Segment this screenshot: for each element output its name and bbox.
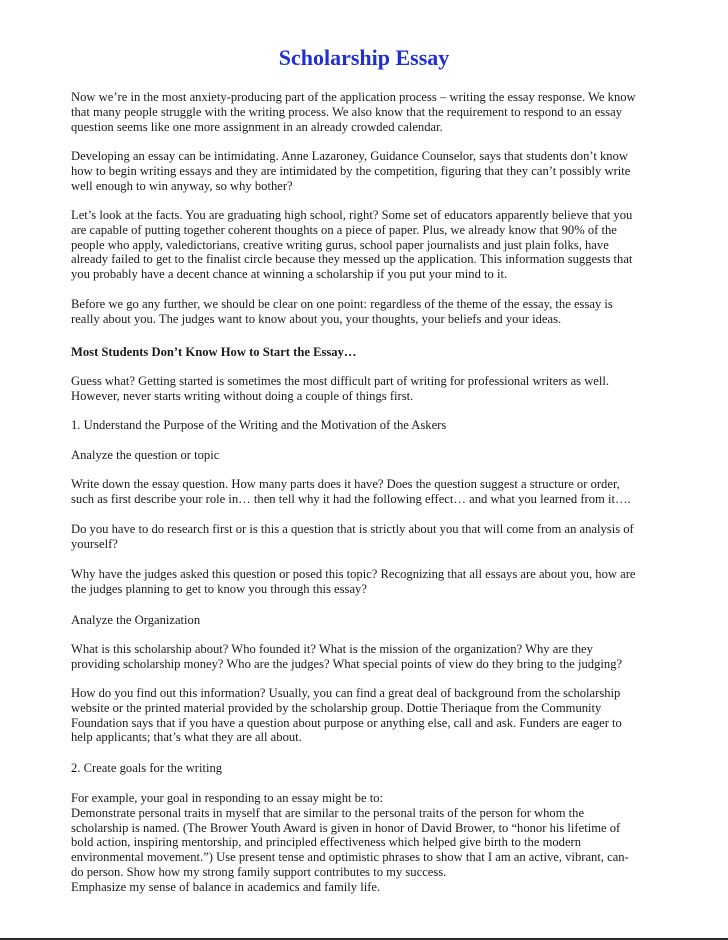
- text-line: you probably have a decent chance at winning a scholarship if you put your mind to it.: [71, 267, 508, 282]
- text-line: really about you. The judges want to know about you, your thoughts, your beliefs and your ideas.: [71, 311, 562, 326]
- subheading-analyze-organization: [71, 613, 671, 628]
- text-line: scholarship is named. (The Brower Youth Award is given in honor of David Brower, to “honor his lifetime of: [71, 820, 621, 835]
- subheading-analyze-question: [71, 448, 671, 463]
- paragraph-facts: [71, 208, 671, 282]
- text-line: Developing an essay can be intimidating. Anne Lazaroney, Guidance Counselor, says that students don’t know: [71, 149, 628, 163]
- paragraph-about-you: [71, 297, 671, 327]
- text-line: website or the printed material provided by the scholarship group. Dottie Theriaque from the Community: [71, 700, 602, 715]
- paragraph-judges-asked: [71, 567, 671, 597]
- text-line: Write down the essay question. How many parts does it have? Does the question suggest a structure or order,: [71, 477, 620, 491]
- text-line: Foundation says that if you have a question about purpose or anything else, call and ask. Funders are eager to: [71, 715, 622, 730]
- text-line: Let’s look at the facts. You are graduating high school, right? Some set of educators apparently believe that you: [71, 208, 633, 222]
- text-line: help applicants; that’s what they are all about.: [71, 730, 302, 745]
- text-line: 2. Create goals for the writing: [71, 761, 223, 775]
- section-heading: [71, 345, 671, 360]
- step-2-heading: [71, 761, 671, 776]
- paragraph-scholarship-about: [71, 642, 671, 672]
- text-line: However, never starts writing without doing a couple of things first.: [71, 388, 414, 403]
- paragraph-research: [71, 522, 671, 552]
- text-line: Why have the judges asked this question or posed this topic? Recognizing that all essays are about you, how are: [71, 567, 636, 581]
- paragraph-example-goals: [71, 791, 671, 895]
- text-line: how to begin writing essays and they are intimidated by the competition, figuring that they can’t possibly write: [71, 163, 631, 178]
- text-line: Now we’re in the most anxiety-producing part of the application process – writing the essay response. We know: [71, 90, 636, 104]
- page-title: Scholarship Essay: [278, 45, 450, 70]
- text-line: bold action, inspiring mentorship, and principled effectiveness which helped give birth to the modern: [71, 835, 582, 850]
- text-line: question seems like one more assignment in an already crowded calendar.: [71, 119, 443, 134]
- text-line: already failed to get to the finalist circle because they messed up the application. This information suggests that: [71, 252, 633, 267]
- text-line: Analyze the Organization: [71, 613, 201, 627]
- text-line: Guess what? Getting started is sometimes the most difficult part of writing for professional writers as well.: [71, 374, 610, 388]
- paragraph-getting-started: [71, 374, 671, 404]
- paragraph-essay-question: [71, 477, 671, 507]
- text-line: do person. Show how my strong family support contributes to my success.: [71, 864, 447, 879]
- paragraph-intimidating: [71, 149, 671, 193]
- text-line: the judges planning to get to know you through this essay?: [71, 581, 367, 596]
- text-line: people who apply, valedictorians, creative writing gurus, school paper journalists and just plain folks, have: [71, 237, 609, 252]
- text-line: environmental movement.”) Use present tense and optimistic phrases to show that I am an active, vibrant, can-: [71, 850, 629, 865]
- text-line: yourself?: [71, 536, 118, 551]
- text-line: Analyze the question or topic: [71, 448, 220, 462]
- text-line: Emphasize my sense of balance in academics and family life.: [71, 879, 381, 894]
- text-line: 1. Understand the Purpose of the Writing and the Motivation of the Askers: [71, 418, 447, 432]
- text-line: are capable of putting together coherent thoughts on a piece of paper. Plus, we already know that 90% of the: [71, 222, 617, 237]
- step-1-heading: [71, 418, 671, 433]
- text-line: How do you find out this information? Usually, you can find a great deal of background from the scholarship: [71, 686, 621, 700]
- text-line: providing scholarship money? Who are the judges? What special points of view do they bring to the judging?: [71, 656, 623, 671]
- text-line: such as first describe your role in… then tell why it had the following effect… and what you learned from it….: [71, 491, 631, 506]
- text-line: Before we go any further, we should be clear on one point: regardless of the theme of the essay, the essay is: [71, 297, 613, 311]
- text-line: Demonstrate personal traits in myself that are similar to the personal traits of the person for whom the: [71, 805, 585, 820]
- paragraph-intro: [71, 90, 671, 134]
- text-line: Do you have to do research first or is this a question that is strictly about you that will come from an analysis of: [71, 522, 634, 536]
- text-line: well enough to win anyway, so why bother?: [71, 178, 293, 193]
- heading-line: Most Students Don’t Know How to Start the Essay…: [71, 345, 357, 359]
- text-line: that many people struggle with the writing process. We also know that the requirement to respond to an essay: [71, 104, 623, 119]
- paragraph-find-information: [71, 686, 671, 745]
- text-line: What is this scholarship about? Who founded it? What is the mission of the organization? Why are they: [71, 642, 593, 656]
- text-line: For example, your goal in responding to an essay might be to:: [71, 791, 383, 805]
